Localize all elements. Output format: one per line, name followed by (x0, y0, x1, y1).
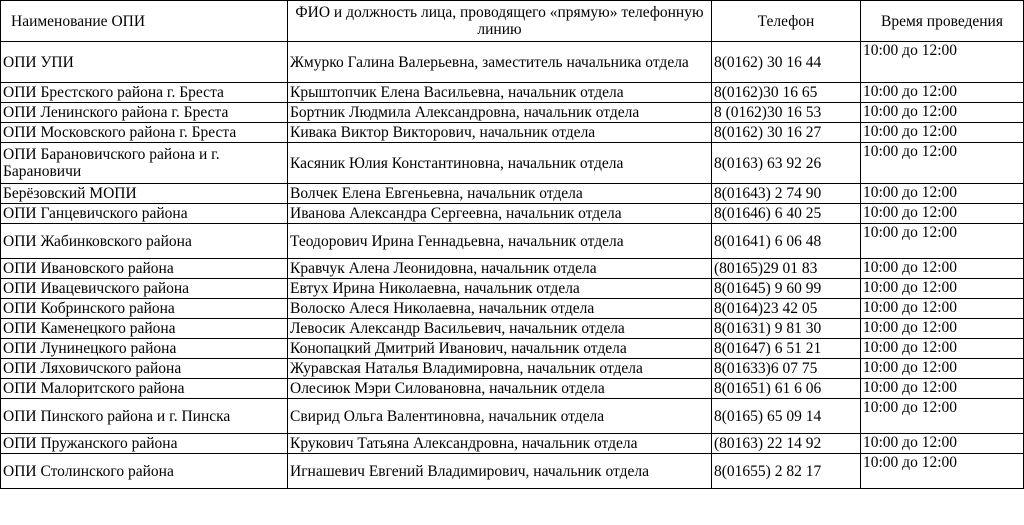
cell-person: Левосик Александр Васильевич, начальник отдела (288, 319, 712, 339)
cell-time: 10:00 до 12:00 (861, 379, 1024, 399)
cell-time: 10:00 до 12:00 (861, 259, 1024, 279)
cell-phone: 8(0162) 30 16 44 (712, 42, 861, 83)
cell-time: 10:00 до 12:00 (861, 204, 1024, 224)
cell-name: ОПИ Кобринского района (1, 299, 288, 319)
cell-time: 10:00 до 12:00 (861, 42, 1024, 83)
cell-name: ОПИ Брестского района г. Бреста (1, 83, 288, 103)
table-row (1, 359, 1024, 379)
cell-person: Волоско Алеся Николаевна, начальник отдела (288, 299, 712, 319)
cell-phone: 8(01641) 6 06 48 (712, 224, 861, 259)
table-row (1, 143, 1024, 184)
table-row (1, 319, 1024, 339)
table-row (1, 83, 1024, 103)
table-row (1, 184, 1024, 204)
cell-time: 10:00 до 12:00 (861, 184, 1024, 204)
cell-name: ОПИ Ганцевичского района (1, 204, 288, 224)
cell-time: 10:00 до 12:00 (861, 399, 1024, 434)
table-row (1, 379, 1024, 399)
cell-phone: 8(0165) 65 09 14 (712, 399, 861, 434)
cell-phone: 8(0163) 63 92 26 (712, 143, 861, 184)
cell-time: 10:00 до 12:00 (861, 224, 1024, 259)
table-row (1, 103, 1024, 123)
cell-name: ОПИ Столинского района (1, 454, 288, 489)
cell-phone: 8(0162)30 16 65 (712, 83, 861, 103)
cell-name: ОПИ УПИ (1, 42, 288, 83)
cell-name: ОПИ Каменецкого района (1, 319, 288, 339)
cell-time: 10:00 до 12:00 (861, 83, 1024, 103)
cell-person: Теодорович Ирина Геннадьевна, начальник отдела (288, 224, 712, 259)
cell-time: 10:00 до 12:00 (861, 454, 1024, 489)
table-row (1, 204, 1024, 224)
cell-name: ОПИ Лунинецкого района (1, 339, 288, 359)
cell-person: Олесиюк Мэри Силовановна, начальник отдела (288, 379, 712, 399)
cell-name: ОПИ Пинского района и г. Пинска (1, 399, 288, 434)
cell-person: Иванова Александра Сергеевна, начальник отдела (288, 204, 712, 224)
table-row (1, 399, 1024, 434)
cell-name: ОПИ Жабинковского района (1, 224, 288, 259)
header-person: ФИО и должность лица, проводящего «прямую» телефонную линию (288, 1, 712, 42)
cell-person: Касяник Юлия Константиновна, начальник отдела (288, 143, 712, 184)
cell-person: Конопацкий Дмитрий Иванович, начальник отдела (288, 339, 712, 359)
table-row (1, 42, 1024, 83)
cell-phone: 8(01643) 2 74 90 (712, 184, 861, 204)
cell-person: Кравчук Алена Леонидовна, начальник отдела (288, 259, 712, 279)
cell-name: ОПИ Малоритского района (1, 379, 288, 399)
cell-time: 10:00 до 12:00 (861, 143, 1024, 184)
cell-person: Свирид Ольга Валентиновна, начальник отдела (288, 399, 712, 434)
cell-time: 10:00 до 12:00 (861, 123, 1024, 143)
cell-name: Берёзовский МОПИ (1, 184, 288, 204)
cell-phone: 8 (0162)30 16 53 (712, 103, 861, 123)
cell-name: ОПИ Барановичского района и г. Барановичи (1, 143, 288, 184)
cell-person: Бортник Людмила Александровна, начальник отдела (288, 103, 712, 123)
cell-person: Евтух Ирина Николаевна, начальник отдела (288, 279, 712, 299)
cell-name: ОПИ Московского района г. Бреста (1, 123, 288, 143)
cell-phone: (80163) 22 14 92 (712, 434, 861, 454)
cell-name: ОПИ Ивацевичского района (1, 279, 288, 299)
cell-name: ОПИ Ленинского района г. Бреста (1, 103, 288, 123)
cell-time: 10:00 до 12:00 (861, 103, 1024, 123)
table-row (1, 279, 1024, 299)
table-row (1, 434, 1024, 454)
cell-time: 10:00 до 12:00 (861, 434, 1024, 454)
header-name: Наименование ОПИ (1, 1, 288, 42)
cell-phone: 8(01633)6 07 75 (712, 359, 861, 379)
table-row (1, 299, 1024, 319)
cell-name: ОПИ Пружанского района (1, 434, 288, 454)
cell-time: 10:00 до 12:00 (861, 319, 1024, 339)
cell-person: Журавская Наталья Владимировна, начальник отдела (288, 359, 712, 379)
table-row (1, 224, 1024, 259)
cell-time: 10:00 до 12:00 (861, 299, 1024, 319)
cell-phone: 8(01631) 9 81 30 (712, 319, 861, 339)
cell-phone: 8(0164)23 42 05 (712, 299, 861, 319)
cell-time: 10:00 до 12:00 (861, 279, 1024, 299)
header-row (1, 1, 1024, 42)
table-row (1, 259, 1024, 279)
cell-person: Крукович Татьяна Александровна, начальник отдела (288, 434, 712, 454)
cell-phone: (80165)29 01 83 (712, 259, 861, 279)
cell-phone: 8(01647) 6 51 21 (712, 339, 861, 359)
cell-person: Жмурко Галина Валерьевна, заместитель начальника отдела (288, 42, 712, 83)
header-time: Время проведения (861, 1, 1024, 42)
table-row (1, 339, 1024, 359)
cell-phone: 8(01651) 61 6 06 (712, 379, 861, 399)
header-phone: Телефон (712, 1, 861, 42)
cell-time: 10:00 до 12:00 (861, 339, 1024, 359)
cell-time: 10:00 до 12:00 (861, 359, 1024, 379)
cell-phone: 8(0162) 30 16 27 (712, 123, 861, 143)
cell-name: ОПИ Ивановского района (1, 259, 288, 279)
table-row (1, 123, 1024, 143)
cell-phone: 8(01646) 6 40 25 (712, 204, 861, 224)
cell-phone: 8(01645) 9 60 99 (712, 279, 861, 299)
cell-phone: 8(01655) 2 82 17 (712, 454, 861, 489)
cell-person: Волчек Елена Евгеньевна, начальник отдела (288, 184, 712, 204)
table-row (1, 454, 1024, 489)
cell-person: Игнашевич Евгений Владимирович, начальник отдела (288, 454, 712, 489)
cell-person: Крыштопчик Елена Васильевна, начальник отдела (288, 83, 712, 103)
cell-name: ОПИ Ляховичского района (1, 359, 288, 379)
cell-person: Кивака Виктор Викторович, начальник отдела (288, 123, 712, 143)
